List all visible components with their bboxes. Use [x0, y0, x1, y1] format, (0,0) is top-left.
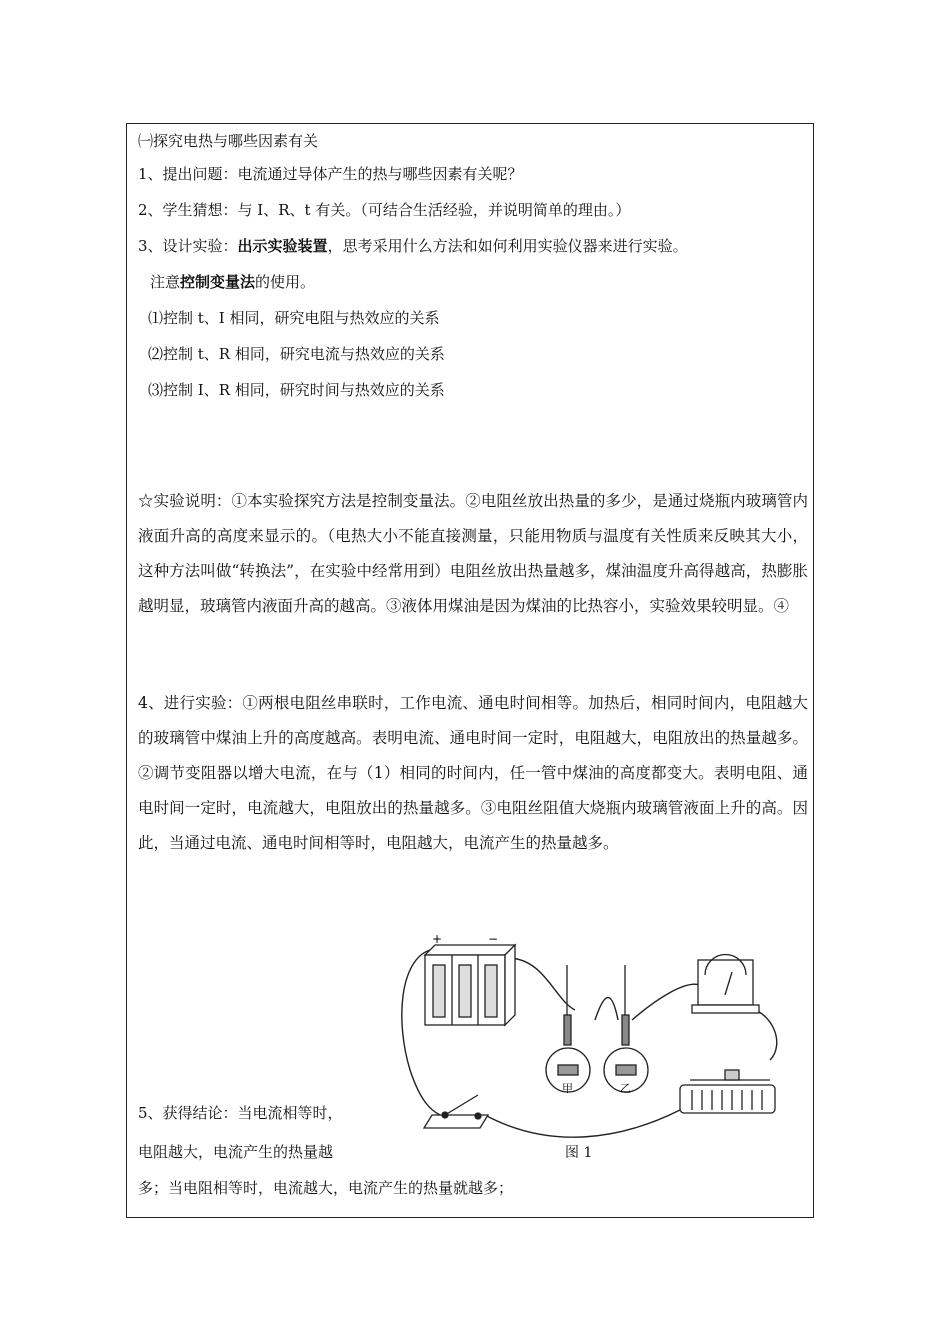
step-5-conclusion-line3: 多；当电阻相等时，电流越大，电流产生的热量就越多；	[138, 1179, 514, 1197]
wire	[595, 998, 618, 1021]
step-3-prefix: 3、设计实验：	[138, 237, 238, 255]
wire	[485, 1110, 680, 1137]
note-bold: 控制变量法	[180, 273, 256, 291]
rheostat	[680, 1070, 775, 1113]
note-suffix: 的使用。	[255, 273, 316, 291]
figure-caption: 图 1	[565, 1145, 593, 1161]
flask-yi	[604, 965, 648, 1092]
step-3-design	[138, 236, 688, 256]
step-1-question: 1、提出问题：电流通过导体产生的热与哪些因素有关呢？	[138, 165, 523, 183]
note-prefix: 注意	[150, 273, 181, 291]
circuit-diagram	[380, 930, 810, 1170]
wire	[632, 984, 700, 1020]
experiment-note: ☆实验说明：①本实验探究方法是控制变量法。②电阻丝放出热量的多少，是通过烧瓶内玻璃管内液面升高的高度来显示的。（电热大小不能直接测量，只能用物质与温度有关性质来反映其大小，这种方法叫做“转换法”，在实验中经常用到）电阻丝放出热量越多，煤油温度升高得越高，热膨胀越明显，玻璃管内液面升高的越高。③液体用煤油是因为煤油的比热容小，实验效果较明显。④	[138, 492, 808, 615]
battery-minus-label: −	[488, 932, 499, 946]
control-variable-note	[150, 272, 315, 292]
flask-label-jia: 甲	[562, 1082, 573, 1095]
step-4-procedure: 4、进行实验：①两根电阻丝串联时，工作电流、通电时间相等。加热后，相同时间内，电阻越大的玻璃管中煤油上升的高度越高。表明电流、通电时间一定时，电阻越大，电阻放出的热量越多。②调节变阻器以增大电流，在与（1）相同的时间内，任一管中煤油的高度都变大。表明电阻、通电时间一定时，电流越大，电阻放出的热量越多。③电阻丝阻值大烧瓶内玻璃管液面上升的高。因此，当通过电流、通电时间相等时，电阻越大，电流产生的热量越多。	[138, 694, 808, 852]
step-2-hypothesis: 2、学生猜想：与 I、R、t 有关。（可结合生活经验，并说明简单的理由。）	[138, 201, 631, 219]
step-5-conclusion-line1: 5、获得结论：当电流相等时，	[138, 1104, 343, 1122]
battery	[425, 945, 515, 1025]
step-3-bold: 出示实验装置	[237, 237, 328, 255]
flask-jia	[546, 965, 590, 1092]
flask-label-yi: 乙	[620, 1082, 631, 1095]
control-item: ⑴控制 t、I 相同，研究电阻与热效应的关系	[148, 309, 440, 327]
control-item: ⑶控制 I、R 相同，研究时间与热效应的关系	[148, 381, 445, 399]
step-3-suffix: ，思考采用什么方法和如何利用实验仪器来进行实验。	[327, 237, 688, 255]
battery-plus-label: +	[432, 932, 443, 946]
section-title: ㈠探究电热与哪些因素有关	[138, 132, 319, 150]
step-5-conclusion-line2: 电阻越大，电流产生的热量越	[138, 1143, 334, 1161]
wire	[510, 958, 575, 1010]
ammeter	[692, 955, 759, 1014]
control-item: ⑵控制 t、R 相同，研究电流与热效应的关系	[148, 345, 445, 363]
